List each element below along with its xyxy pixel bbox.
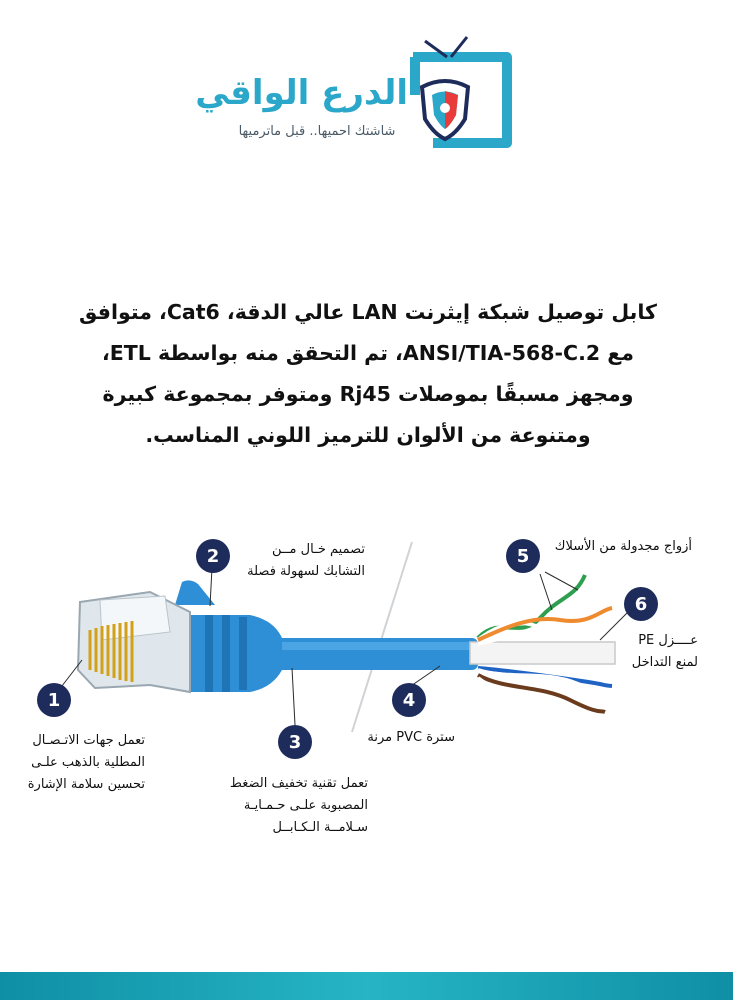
feature-caption-4 bbox=[355, 727, 455, 749]
description-line: ومتنوعة من الألوان للترميز اللوني المناسب. bbox=[145, 423, 591, 447]
description-line: مع ANSI/TIA-568-C.2، تم التحقق منه بواسطة ETL، bbox=[102, 341, 634, 365]
feature-badge-5: 5 bbox=[506, 539, 540, 573]
caption-line: تعمل تقنية تخفيف الضغط bbox=[229, 776, 368, 791]
connector-boot bbox=[190, 615, 282, 692]
feature-badge-2: 2 bbox=[196, 539, 230, 573]
caption-line: تعمل جهات الاتـصـال bbox=[32, 733, 145, 748]
description-line: كابل توصيل شبكة إيثرنت LAN عالي الدقة، Cat6، متوافق bbox=[79, 300, 657, 324]
caption-line: المطلية بالذهب علـى bbox=[31, 755, 145, 770]
caption-line: لمنع التداخل bbox=[631, 655, 698, 670]
brand-name: الدرع الواقي bbox=[195, 73, 408, 113]
feature-caption-3 bbox=[210, 773, 368, 839]
pe-insulation bbox=[470, 642, 615, 664]
cable-diagram bbox=[0, 520, 733, 850]
feature-badge-3: 3 bbox=[278, 725, 312, 759]
bottom-accent-bar bbox=[0, 972, 733, 1000]
caption-line: التشابك لسهولة فصلة bbox=[247, 564, 365, 579]
feature-caption-5 bbox=[540, 536, 692, 558]
caption-line: المصبوبة علـى حـمـايـة bbox=[243, 798, 368, 813]
caption-line: أزواج مجدولة من الأسلاك bbox=[554, 539, 692, 554]
product-description bbox=[70, 292, 666, 456]
feature-caption-1 bbox=[10, 730, 145, 796]
feature-caption-2 bbox=[232, 539, 365, 583]
description-line: ومجهز مسبقًا بموصلات Rj45 ومتوفر بمجموعة كبيرة bbox=[102, 382, 634, 406]
caption-line: سترة PVC مرنة bbox=[367, 730, 455, 745]
feature-badge-6: 6 bbox=[624, 587, 658, 621]
caption-line: عــــزل PE bbox=[638, 633, 698, 648]
feature-badge-1: 1 bbox=[37, 683, 71, 717]
connector-latch bbox=[175, 580, 215, 605]
caption-line: تحسين سلامة الإشارة bbox=[27, 777, 145, 792]
brand-tagline: شاشتك احميها.. قبل ماترميها bbox=[238, 124, 396, 139]
caption-line: تصميم خـال مــن bbox=[272, 542, 365, 557]
feature-badge-4: 4 bbox=[392, 683, 426, 717]
feature-caption-6 bbox=[615, 630, 698, 674]
caption-line: سـلامــة الـكـابــل bbox=[272, 820, 368, 835]
